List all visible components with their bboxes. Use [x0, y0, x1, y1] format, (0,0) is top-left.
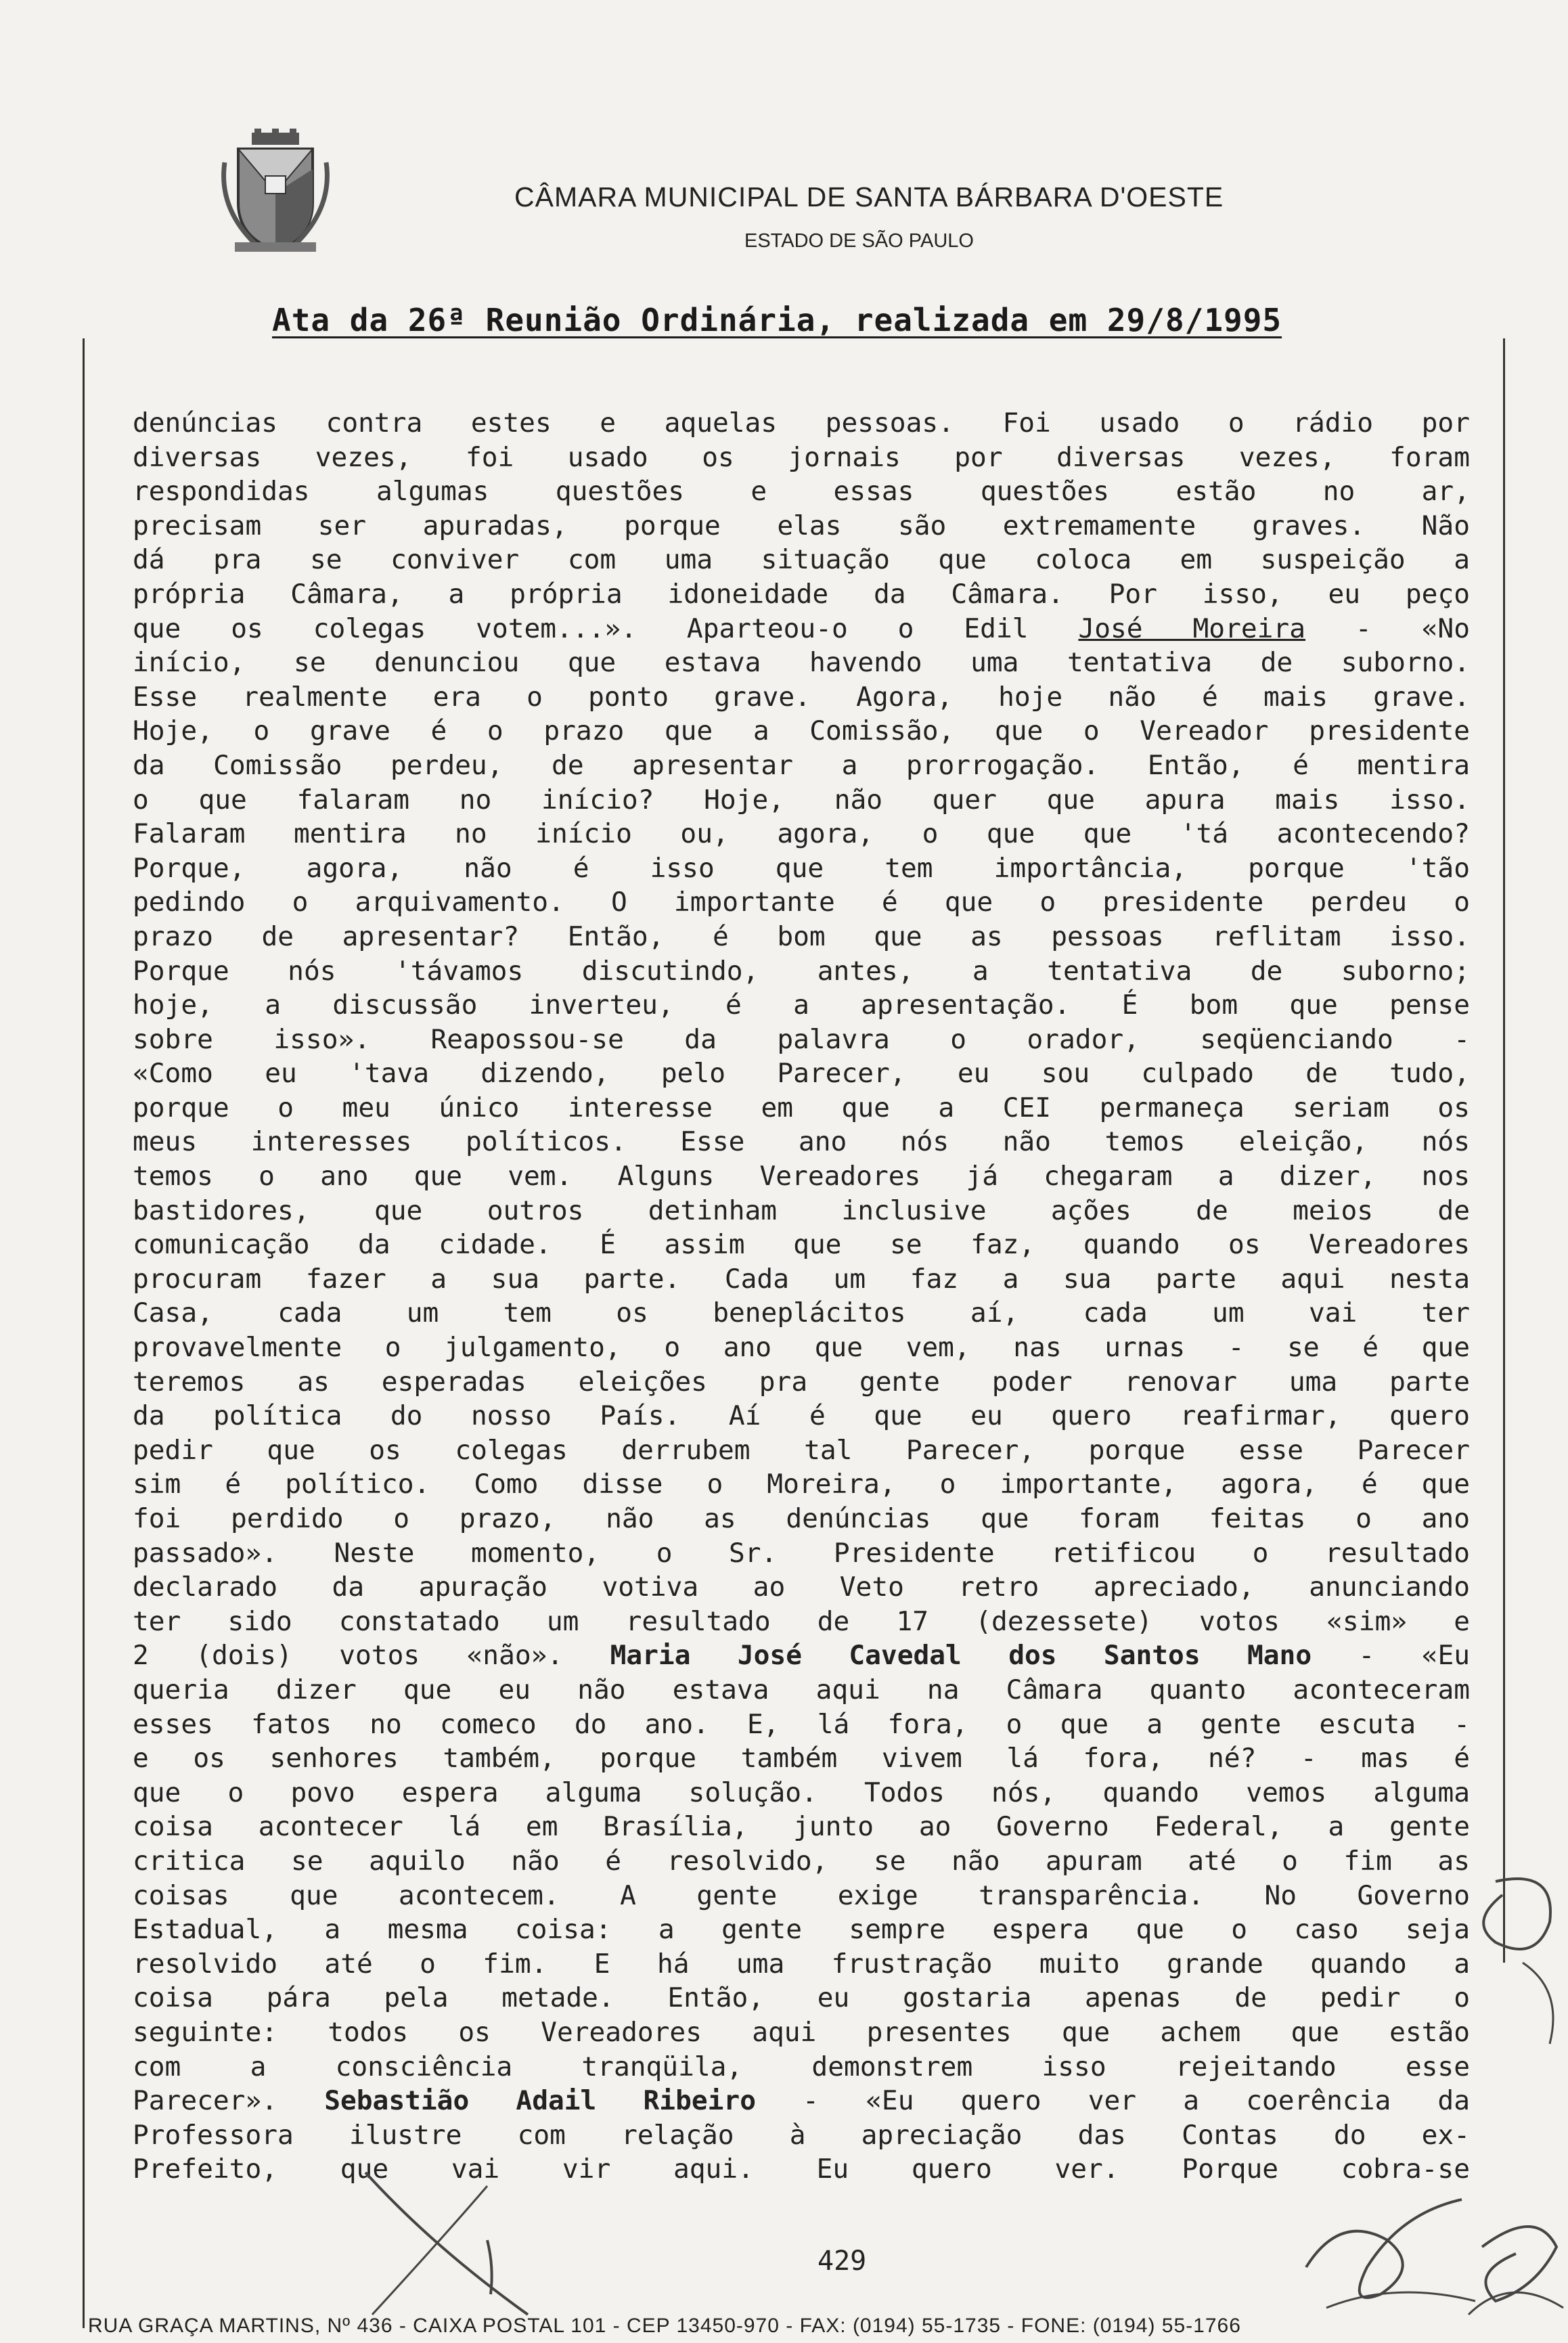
text-segment: - «Eu — [1312, 1640, 1471, 1672]
text-line: seguinte: todos os Vereadores aqui presentes que achem que estão — [133, 2016, 1470, 2048]
text-segment: 2 (dois) votos «não». — [133, 1640, 610, 1672]
text-line: precisam ser apuradas, porque elas são extremamente graves. Não — [133, 510, 1470, 541]
text-line: dá pra se conviver com uma situação que coloca em suspeição a — [133, 544, 1470, 576]
text-line: com a consciência tranqüila, demonstrem isso rejeitando esse — [133, 2051, 1470, 2082]
institution-name: CÂMARA MUNICIPAL DE SANTA BÁRBARA D'OESTE — [514, 181, 1224, 213]
text-line: bastidores, que outros detinham inclusive ações de meios de — [133, 1195, 1470, 1226]
text-line: coisa pára pela metade. Então, eu gostaria apenas de pedir o — [133, 1982, 1470, 2014]
text-line: prazo de apresentar? Então, é bom que as pessoas reflitam isso. — [133, 920, 1470, 952]
text-line: denúncias contra estes e aquelas pessoas. Foi usado o rádio por — [133, 407, 1470, 439]
text-segment: - «Eu quero ver a coerência da — [755, 2085, 1470, 2117]
speaker-name-maria-jose: Maria José Cavedal dos Santos Mano — [610, 1640, 1312, 1672]
signature-scribble-icon — [1455, 1868, 1568, 2342]
right-margin-rule — [1503, 338, 1505, 1963]
text-line: da Comissão perdeu, de apresentar a prorrogação. Então, é mentira — [133, 749, 1470, 781]
page-number: 429 — [817, 2246, 867, 2277]
footer-address: RUA GRAÇA MARTINS, Nº 436 - CAIXA POSTAL 101 - CEP 13450-970 - FAX: (0194) 55-1735 - FONE: (0194) 55-1766 — [88, 2315, 1241, 2337]
text-line: início, se denunciou que estava havendo uma tentativa de suborno. — [133, 647, 1470, 679]
text-line: hoje, a discussão inverteu, é a apresentação. É bom que pense — [133, 989, 1470, 1021]
left-margin-rule — [83, 338, 85, 2328]
text-line: sobre isso». Reapossou-se da palavra o orador, seqüenciando - — [133, 1023, 1470, 1055]
text-line: Estadual, a mesma coisa: a gente sempre espera que o caso seja — [133, 1914, 1470, 1946]
text-line: Porque, agora, não é isso que tem importância, porque 'tão — [133, 852, 1470, 884]
text-line — [133, 612, 1470, 646]
text-line: respondidas algumas questões e essas questões estão no ar, — [133, 476, 1470, 508]
text-line: Porque nós 'távamos discutindo, antes, a tentativa de suborno; — [133, 955, 1470, 987]
text-line: Prefeito, que vai vir aqui. Eu quero ver. Porque cobra-se — [133, 2154, 1470, 2185]
text-line: resolvido até o fim. E há uma frustração muito grande quando a — [133, 1948, 1470, 1980]
text-line: procuram fazer a sua parte. Cada um faz a sua parte aqui nesta — [133, 1263, 1470, 1295]
text-line: da política do nosso País. Aí é que eu quero reafirmar, quero — [133, 1400, 1470, 1432]
text-line: teremos as esperadas eleições pra gente poder renovar uma parte — [133, 1366, 1470, 1398]
text-line: pedir que os colegas derrubem tal Parecer, porque esse Parecer — [133, 1434, 1470, 1466]
text-line: coisa acontecer lá em Brasília, junto ao Governo Federal, a gente — [133, 1811, 1470, 1843]
minutes-body-text — [133, 406, 1470, 2187]
text-line: ter sido constatado um resultado de 17 (dezessete) votos «sim» e — [133, 1605, 1470, 1637]
state-name: ESTADO DE SÃO PAULO — [744, 230, 974, 252]
text-line: e os senhores também, porque também vivem lá fora, né? - mas é — [133, 1743, 1470, 1775]
text-segment: que os colegas votem...». Aparteou-o o Edil — [133, 612, 1079, 644]
text-line: temos o ano que vem. Alguns Vereadores já chegaram a dizer, nos — [133, 1161, 1470, 1192]
text-line: porque o meu único interesse em que a CEI permaneça seriam os — [133, 1092, 1470, 1123]
text-line: Casa, cada um tem os beneplácitos aí, cada um vai ter — [133, 1297, 1470, 1329]
text-line: critica se aquilo não é resolvido, se não apuram até o fim as — [133, 1845, 1470, 1877]
text-line: Hoje, o grave é o prazo que a Comissão, que o Vereador presidente — [133, 715, 1470, 747]
text-line: foi perdido o prazo, não as denúncias que foram feitas o ano — [133, 1503, 1470, 1534]
text-line: comunicação da cidade. É assim que se faz, quando os Vereadores — [133, 1229, 1470, 1261]
text-line: que o povo espera alguma solução. Todos nós, quando vemos alguma — [133, 1777, 1470, 1808]
text-line: pedindo o arquivamento. O importante é que o presidente perdeu o — [133, 887, 1470, 918]
text-line: «Como eu 'tava dizendo, pelo Parecer, eu sou culpado de tudo, — [133, 1058, 1470, 1090]
text-line — [133, 1638, 1470, 1673]
text-line: passado». Neste momento, o Sr. Presidente retificou o resultado — [133, 1537, 1470, 1569]
text-segment: Parecer». — [133, 2085, 325, 2117]
text-line: queria dizer que eu não estava aqui na Câmara quanto aconteceram — [133, 1674, 1470, 1705]
signature-mark-icon — [352, 2166, 541, 2321]
text-line: diversas vezes, foi usado os jornais por diversas vezes, foram — [133, 441, 1470, 473]
text-line: provavelmente o julgamento, o ano que vem, nas urnas - se é que — [133, 1332, 1470, 1364]
municipal-coat-of-arms-icon — [218, 129, 333, 257]
text-line: declarado da apuração votiva ao Veto retro apreciado, anunciando — [133, 1571, 1470, 1603]
speaker-name-jose-moreira: José Moreira — [1078, 612, 1305, 644]
speaker-name-sebastiao: Sebastião Adail Ribeiro — [324, 2085, 756, 2117]
document-title: Ata da 26ª Reunião Ordinária, realizada em 29/8/1995 — [272, 302, 1282, 338]
text-line: o que falaram no início? Hoje, não quer que apura mais isso. — [133, 784, 1470, 816]
text-line — [133, 2084, 1470, 2118]
text-segment: - «No — [1305, 612, 1470, 644]
text-line: meus interesses políticos. Esse ano nós não temos eleição, nós — [133, 1126, 1470, 1158]
text-line: coisas que acontecem. A gente exige transparência. No Governo — [133, 1879, 1470, 1911]
text-line: esses fatos no comeco do ano. E, lá fora, o que a gente escuta - — [133, 1708, 1470, 1740]
text-line: Falaram mentira no início ou, agora, o que que 'tá acontecendo? — [133, 818, 1470, 850]
text-line: Esse realmente era o ponto grave. Agora, hoje não é mais grave. — [133, 681, 1470, 713]
text-line: própria Câmara, a própria idoneidade da Câmara. Por isso, eu peço — [133, 578, 1470, 610]
text-line: sim é político. Como disse o Moreira, o importante, agora, é que — [133, 1469, 1470, 1500]
text-line: Professora ilustre com relação à apreciação das Contas do ex- — [133, 2119, 1470, 2151]
